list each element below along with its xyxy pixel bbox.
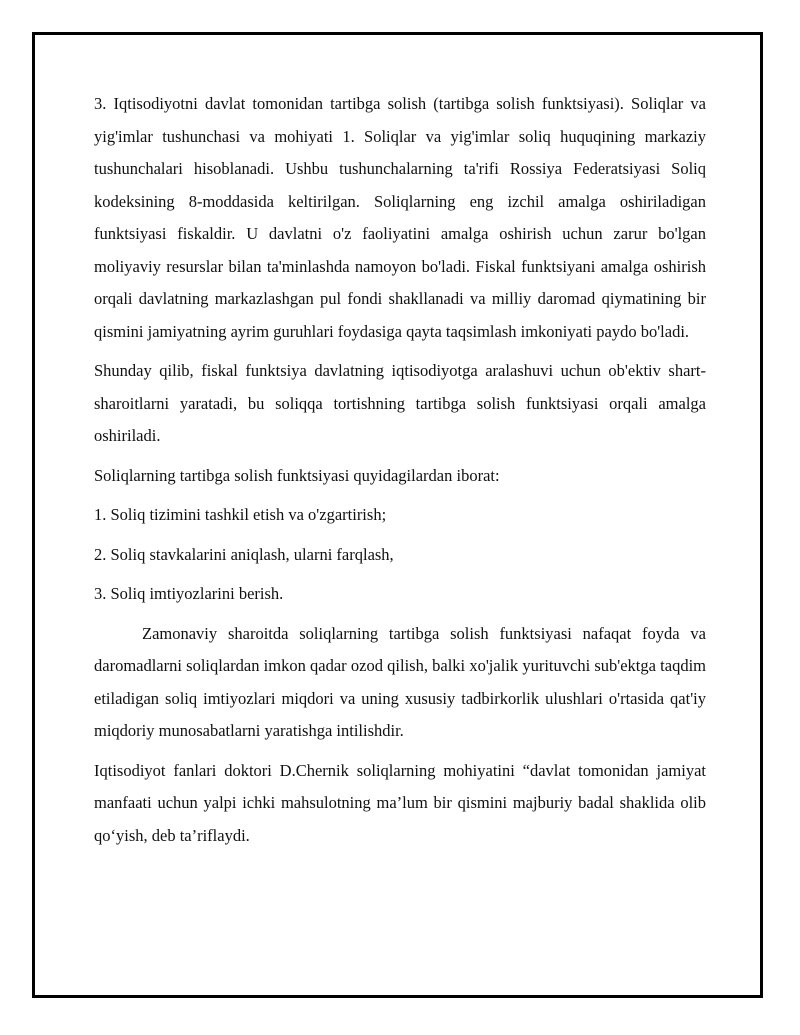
paragraph-fiscal-function: Shunday qilib, fiskal funktsiya davlatning iqtisodiyotga aralashuvi uchun ob'ektiv shart-sharoitlarni yaratadi, bu soliqqa tortishning tartibga solish funktsiyasi orqali amalga oshiriladi. — [94, 361, 706, 445]
paragraph-modern-conditions: Zamonaviy sharoitda soliqlarning tartibga solish funktsiyasi nafaqat foyda va daromadlarni soliqlardan imkon qadar ozod qilish, balki xo'jalik yurituvchi sub'ektga taqdim etiladigan soliq imtiyozlari miqdori va uning xususiy tadbirkorlik ulushlari o'rtasida qat'iy miqdoriy munosabatlarni yaratishga intilishdir. — [94, 623, 706, 740]
paragraph-definition: Iqtisodiyot fanlari doktori D.Chernik soliqlarning mohiyatini “davlat tomonidan jamiyat manfaati uchun yalpi ichki mahsulotning ma’lum bir qismini majburiy badal shaklida olib qo‘yish, deb ta’riflaydi. — [94, 760, 706, 845]
paragraph-intro: 3. Iqtisodiyotni davlat tomonidan tartibga solish (tartibga solish funktsiyasi). Soliqlar va yig'imlar tushunchasi va mohiyati 1. Soliqlar va yig'imlar soliq huquqining markaziy tushunchalari hisoblanadi. Ushbu tushunchalarning ta'rifi Rossiya Federatsiyasi Soliq kodeksining 8-moddasida keltirilgan. Soliqlarning eng izchil amalga oshiriladigan funktsiyasi fiskaldir. U davlatni o'z faoliyatini amalga oshirish uchun zarur bo'lgan moliyaviy resurslar bilan ta'minlashda namoyon bo'ladi. Fiskal funktsiyani amalga oshirish orqali davlatning markazlashgan pul fondi shakllanadi va milliy daromad qiymatining bir qismini jamiyatning ayrim guruhlari foydasiga qayta taqsimlash imkoniyati paydo bo'ladi. — [94, 94, 706, 341]
paragraph-list-intro: Soliqlarning tartibga solish funktsiyasi quyidagilardan iborat: — [94, 465, 500, 485]
list-item: 3. Soliq imtiyozlarini berish. — [94, 584, 284, 603]
list-item: 1. Soliq tizimini tashkil etish va o'zgartirish; — [94, 505, 387, 524]
document-body — [94, 88, 706, 859]
list-item: 2. Soliq stavkalarini aniqlash, ularni farqlash, — [94, 544, 394, 564]
